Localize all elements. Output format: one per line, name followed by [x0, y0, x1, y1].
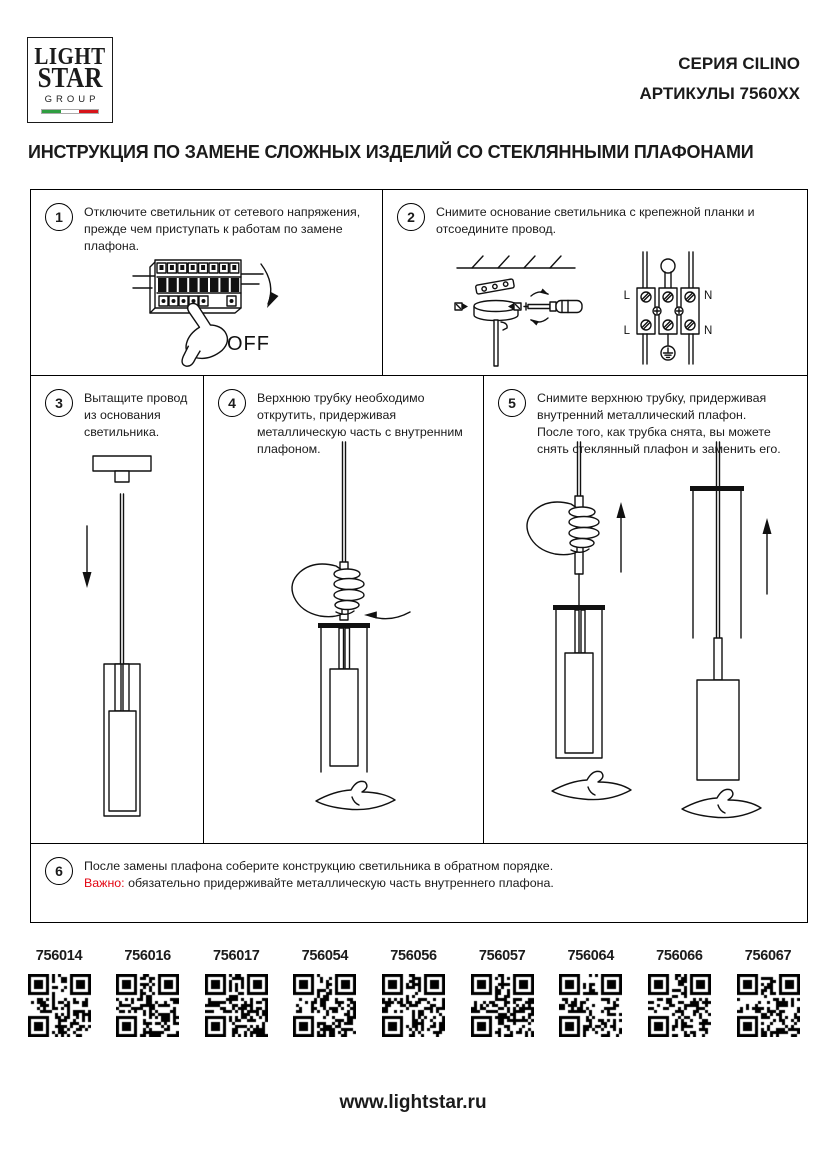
down-curved-arrow-icon	[261, 264, 278, 310]
step-4-illustration	[204, 442, 484, 842]
lightstar-logo	[27, 37, 113, 123]
grip-hand-icon	[292, 564, 364, 617]
up-arrow-icon	[763, 518, 772, 594]
qr-code	[293, 974, 356, 1037]
qr-code	[559, 974, 622, 1037]
table-row	[31, 376, 807, 844]
series-title: СЕРИЯ CILINO	[678, 54, 800, 73]
mounting-bracket-icon	[475, 279, 514, 294]
neutral-label: N	[704, 290, 713, 302]
up-arrow-icon	[617, 502, 626, 572]
step-text: Отключите светильник от сетевого напряжения, прежде чем приступать к работам по замене плафона.	[84, 205, 361, 253]
earth-symbol-icon	[661, 346, 675, 360]
step-1-illustration	[119, 246, 359, 372]
step-2-cell	[383, 190, 807, 375]
qr-code	[471, 974, 534, 1037]
qr-code	[205, 974, 268, 1037]
off-label: OFF	[227, 333, 270, 355]
neutral-label: N	[704, 325, 713, 337]
qr-code	[28, 974, 91, 1037]
article-number: 756016	[124, 948, 171, 964]
article-number: 756066	[656, 948, 703, 964]
header-series-block	[639, 49, 800, 110]
italian-flag-icon	[41, 109, 99, 114]
instruction-table	[30, 189, 808, 923]
step-1-cell	[31, 190, 383, 375]
unscrew-arrow-icon	[364, 611, 410, 618]
open-hand-icon	[552, 771, 631, 799]
article-item	[116, 948, 180, 1037]
terminal-block-icon	[624, 252, 713, 364]
qr-code	[648, 974, 711, 1037]
step-text: Верхнюю трубку необходимо открутить, придерживая металлическую часть с внутренним плафоном.	[257, 391, 463, 456]
table-row	[31, 190, 807, 376]
website-url: www.lightstar.ru	[339, 1092, 487, 1113]
open-hand-icon	[682, 789, 761, 817]
wire-icon	[343, 442, 346, 562]
step-5-illustration	[484, 442, 806, 844]
article-number: 756067	[744, 948, 792, 964]
canopy-plate-icon	[93, 456, 151, 482]
screw-icon	[455, 303, 468, 310]
article-item	[647, 948, 711, 1037]
step-number-badge: 4	[218, 389, 246, 417]
step-number-badge: 5	[498, 389, 526, 417]
inner-shade-icon	[565, 653, 593, 753]
qr-code	[382, 974, 445, 1037]
step-text: После того, как трубка снята, вы можете снять стеклянный плафон и заменить его.	[537, 424, 781, 456]
article-item	[382, 948, 446, 1037]
step-number-badge: 2	[397, 203, 425, 231]
article-number: 756056	[390, 948, 437, 964]
step-3-cell	[31, 376, 204, 843]
down-arrow-icon	[83, 526, 92, 588]
article-item	[204, 948, 268, 1037]
glass-tube-icon	[553, 605, 605, 758]
table-row	[31, 844, 807, 922]
article-item	[470, 948, 534, 1037]
line-label: L	[623, 290, 630, 302]
step-5-cell	[484, 376, 807, 843]
inner-shade-icon	[330, 669, 358, 766]
logo-word-star: STAR	[37, 63, 103, 94]
important-text: обязательно придерживайте металлическую часть внутреннего плафона.	[124, 875, 554, 890]
articles-title: АРТИКУЛЫ 7560XX	[639, 84, 800, 104]
grip-hand-icon	[527, 502, 599, 555]
pendant-lamp-icon	[104, 664, 140, 816]
article-item	[27, 948, 91, 1037]
glass-tube-icon	[318, 623, 370, 772]
article-number: 756064	[567, 948, 615, 964]
step-number-badge: 1	[45, 203, 73, 231]
qr-code	[116, 974, 179, 1037]
ceiling-icon	[457, 256, 575, 268]
wire-icon	[578, 442, 581, 496]
important-label: Важно:	[84, 875, 125, 890]
step-number-badge: 6	[45, 857, 73, 885]
step-number-badge: 3	[45, 389, 73, 417]
inner-metal-shade-icon	[697, 680, 739, 780]
logo-word-group: GROUP	[44, 93, 100, 105]
step-6-cell	[31, 844, 807, 922]
logo-word-light: LIGHT	[34, 41, 106, 71]
screwdriver-icon	[524, 301, 582, 313]
step-text: Снимите основание светильника с крепежной планки и отсоедините провод.	[436, 205, 755, 236]
wire-icon	[121, 494, 124, 664]
articles-row	[27, 948, 800, 1037]
article-item	[559, 948, 623, 1037]
step-4-cell	[204, 376, 484, 843]
canopy-base-icon	[474, 301, 518, 367]
step-text: Снимите верхнюю трубку, придерживая внутренний металлический плафон.	[537, 391, 767, 422]
lamp-holder-icon	[714, 638, 722, 680]
line-label: L	[623, 325, 630, 337]
article-number: 756057	[478, 948, 526, 964]
article-item	[736, 948, 800, 1037]
inner-shade-icon	[109, 711, 136, 811]
wire-icon	[717, 442, 720, 638]
article-item	[293, 948, 357, 1037]
page-title: ИНСТРУКЦИЯ ПО ЗАМЕНЕ СЛОЖНЫХ ИЗДЕЛИЙ СО СТЕКЛЯННЫМИ ПЛАФОНАМИ	[28, 142, 754, 162]
article-number: 756014	[35, 948, 83, 964]
qr-code	[737, 974, 800, 1037]
article-number: 756054	[301, 948, 349, 964]
step-text: Вытащите провод из основания светильника.	[84, 391, 188, 439]
step-3-illustration	[31, 442, 204, 842]
open-hand-icon	[316, 781, 395, 809]
step-text: После замены плафона соберите конструкцию светильника в обратном порядке.	[84, 859, 554, 873]
step-2-illustration	[397, 248, 787, 370]
article-number: 756017	[212, 948, 260, 964]
